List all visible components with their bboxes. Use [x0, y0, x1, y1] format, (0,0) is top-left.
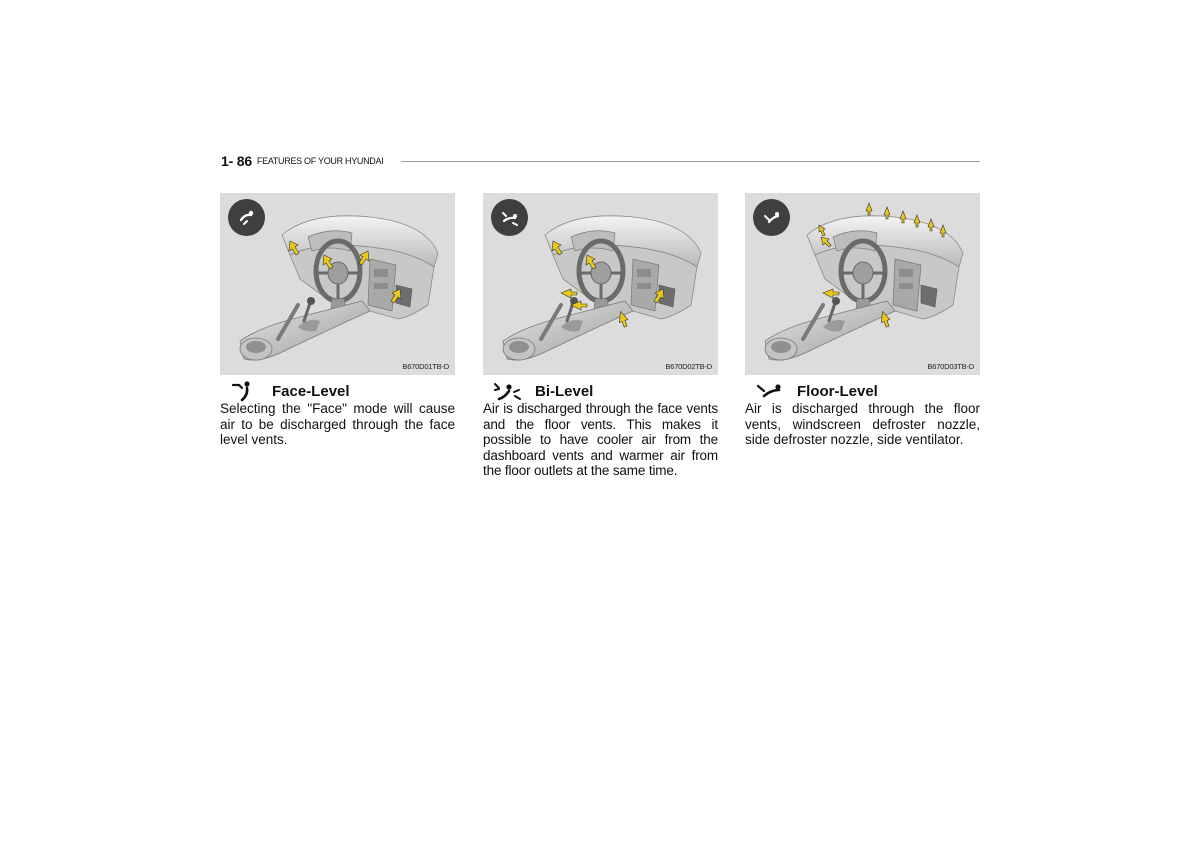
face-mode-badge — [228, 199, 265, 236]
bi-level-illustration — [483, 193, 718, 375]
floor-vent-icon — [761, 207, 783, 229]
section-title: FEATURES OF YOUR HYUNDAI — [256, 156, 384, 166]
face-vent-icon — [236, 207, 258, 229]
bi-level-vent-icon — [493, 380, 523, 402]
section-body: Air is discharged through the face vents and the floor vents. This makes it possible to have cooler air from the dashboard vents and warmer air from the floor outlets at the same time. — [483, 401, 718, 479]
figure-code: B670D02TB-D — [665, 362, 712, 371]
section-heading: Bi-Level — [535, 382, 594, 400]
bi-level-mode-badge — [491, 199, 528, 236]
floor-level-illustration — [745, 193, 980, 375]
heading-row — [483, 381, 718, 401]
figure-code: B670D01TB-D — [402, 362, 449, 371]
defrost-airflow-arrow — [866, 203, 872, 215]
section-body: Air is discharged through the floor vents, windscreen defroster nozzle, side defroster nozzle, side ventilator. — [745, 401, 980, 448]
face-level-illustration — [220, 193, 455, 375]
bi-level-vent-icon — [499, 207, 521, 229]
heading-row — [745, 381, 980, 401]
floor-mode-badge — [753, 199, 790, 236]
page-number: 1- 86 — [221, 153, 252, 169]
page-header — [221, 152, 980, 170]
bi-level-section — [483, 193, 718, 479]
section-body: Selecting the "Face" mode will cause air to be discharged through the face level vents. — [220, 401, 455, 448]
floor-level-section — [745, 193, 980, 448]
section-heading: Face-Level — [272, 382, 350, 400]
floor-vent-icon — [755, 380, 785, 402]
floor-airflow-arrow — [823, 289, 839, 298]
face-level-section — [220, 193, 455, 448]
heading-row — [220, 381, 455, 401]
section-heading: Floor-Level — [797, 382, 878, 400]
figure-code: B670D03TB-D — [927, 362, 974, 371]
face-vent-icon — [230, 380, 260, 402]
header-divider — [401, 161, 980, 162]
floor-airflow-arrow — [561, 289, 577, 298]
